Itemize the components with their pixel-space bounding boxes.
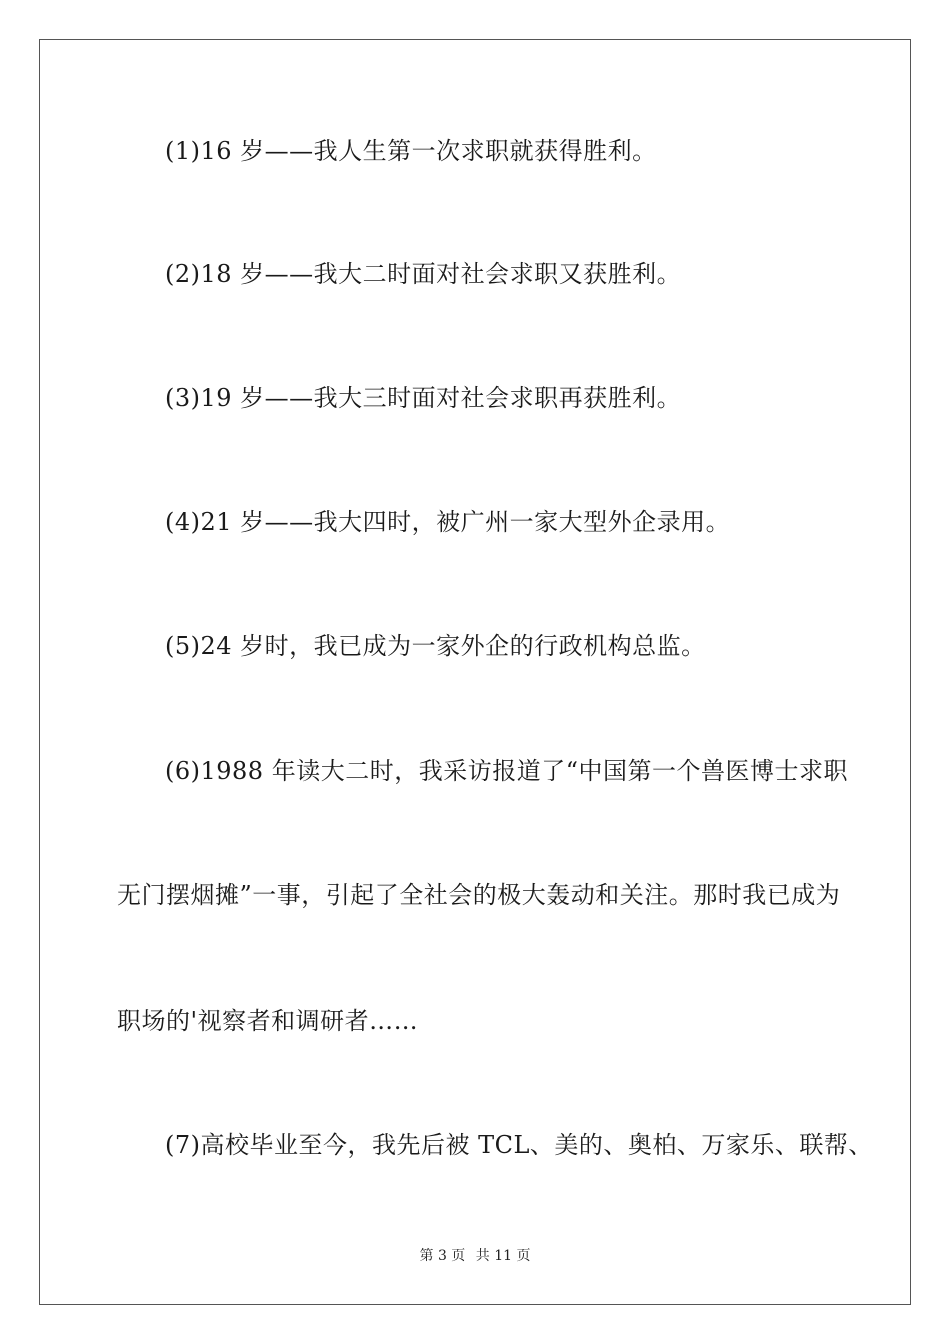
- paragraph-6-line-3: 职场的'视察者和调研者……: [117, 1007, 419, 1035]
- paragraph-6-line-1: (6)1988 年读大二时，我采访报道了“中国第一个兽医博士求职: [165, 757, 848, 785]
- paragraph-4: (4)21 岁——我大四时，被广州一家大型外企录用。: [165, 508, 731, 536]
- page-number: 第 3 页: [419, 1248, 466, 1264]
- paragraph-7: (7)高校毕业至今，我先后被 TCL、美的、奥柏、万家乐、联帮、: [165, 1131, 873, 1159]
- page-border: [39, 39, 911, 1305]
- paragraph-2: (2)18 岁——我大二时面对社会求职又获胜利。: [165, 260, 682, 288]
- paragraph-5: (5)24 岁时，我已成为一家外企的行政机构总监。: [165, 632, 706, 660]
- page-footer: [0, 1247, 950, 1265]
- paragraph-1: (1)16 岁——我人生第一次求职就获得胜利。: [165, 137, 657, 165]
- paragraph-6-line-2: 无门摆烟摊”一事，引起了全社会的极大轰动和关注。那时我已成为: [117, 881, 841, 909]
- paragraph-3: (3)19 岁——我大三时面对社会求职再获胜利。: [165, 384, 682, 412]
- page-total: 共 11 页: [475, 1248, 531, 1264]
